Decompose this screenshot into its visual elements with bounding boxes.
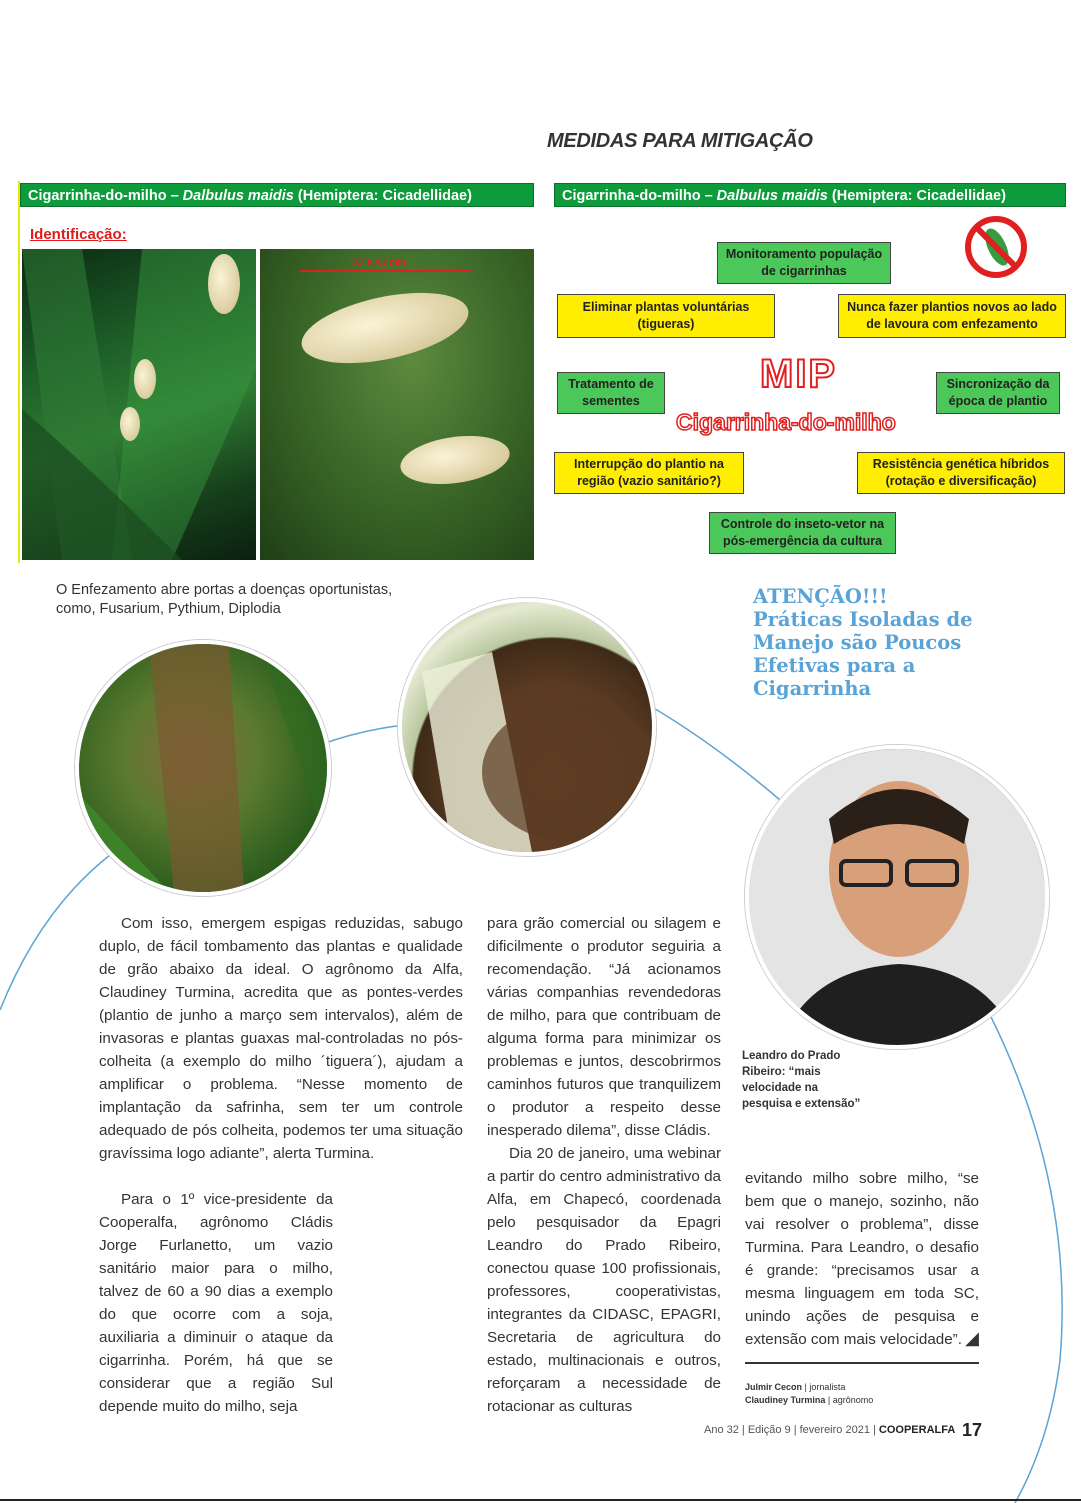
identification-label: Identificação: <box>30 226 127 243</box>
mip-title: MIP <box>760 352 838 396</box>
leafhopper-1 <box>208 254 240 314</box>
leafhopper-3 <box>120 407 140 441</box>
size-scale-line <box>300 270 472 272</box>
end-mark-icon: ◢ <box>965 1328 979 1348</box>
credit-role-2: | agrônomo <box>825 1395 874 1405</box>
attention-heading: ATENÇÃO!!! Práticas Isoladas de Manejo são Poucos Efetivas para a Cigarrinha <box>753 585 973 700</box>
diseased-stalk-photo <box>75 640 331 896</box>
footer-brand: COOPERALFA <box>878 1424 956 1436</box>
header-suffix: (Hemiptera: Cicadellidae) <box>827 188 1006 204</box>
article-paragraph-2: Para o 1º vice-presidente da Cooperalfa, agrônomo Cládis Jorge Furlanetto, um vazio sanitário maior para o milho, talvez de 60 a 90 dias a exemplo do que ocorre com a soja, auxiliaria a diminuir o ataque da cigarrinha. Porém, há que se considerar que a região Sul depende muito do milho, seja <box>99 1191 333 1415</box>
header-species: Dalbulus maidis <box>716 188 828 204</box>
leafhopper-nymph <box>397 430 512 491</box>
header-suffix: (Hemiptera: Cicadellidae) <box>293 188 472 204</box>
portrait-caption: Leandro do Prado Ribeiro: “mais velocidade na pesquisa e extensão” <box>742 1050 861 1110</box>
size-scale-label: 3,7 a 4,3 mm <box>352 257 406 267</box>
credit-author-1: Julmir Cecon <box>745 1382 803 1392</box>
article-column-2 <box>487 912 721 1418</box>
leandro-portrait-photo <box>745 745 1049 1049</box>
page-number: 17 <box>962 1420 983 1440</box>
leafhopper-on-leaf-photo <box>22 249 256 560</box>
page-footer <box>704 1424 955 1436</box>
leafhopper-closeup-photo <box>260 249 534 560</box>
credit-author-2: Claudiney Turmina <box>745 1395 826 1405</box>
rot-shapes <box>402 602 652 852</box>
header-prefix: Cigarrinha-do-milho – <box>28 188 183 204</box>
box-eliminar: Eliminar plantas voluntárias (tigueras) <box>557 294 775 338</box>
stalk-shapes <box>79 644 327 892</box>
article-paragraph-5-text: evitando milho sobre milho, “se bem que o manejo, sozinho, não vai resolver o problema”, disse Turmina. Para Leandro, o desafio é grande: “precisamos usar a mesma linguagem em toda SC, unindo ações de pesquisa e extensão com mais velocidade”. <box>745 1170 979 1348</box>
page-bottom-rule <box>0 1499 1081 1501</box>
leafhopper-adult <box>295 280 474 376</box>
box-sincronizacao: Sincronização da época de plantio <box>936 372 1060 414</box>
footer-info: Ano 32 | Edição 9 | fevereiro 2021 | <box>704 1424 879 1436</box>
header-prefix: Cigarrinha-do-milho – <box>562 188 717 204</box>
credits <box>745 1381 873 1407</box>
box-tratamento: Tratamento de sementes <box>557 372 665 414</box>
photo-caption-diseases: O Enfezamento abre portas a doenças oportunistas, como, Fusarium, Pythium, Diplodia <box>56 582 393 617</box>
credit-role-1: | jornalista <box>802 1382 846 1392</box>
leafhopper-2 <box>134 359 156 399</box>
right-panel-header <box>554 183 1066 207</box>
left-panel-header <box>20 183 534 207</box>
box-interrupcao: Interrupção do plantio na região (vazio sanitário?) <box>554 452 744 494</box>
credits-divider <box>745 1362 979 1364</box>
no-leafhopper-icon <box>953 215 1039 279</box>
mip-subtitle: Cigarrinha-do-milho <box>676 409 896 435</box>
box-nunca: Nunca fazer plantios novos ao lado de lavoura com enfezamento <box>838 294 1066 338</box>
stalk-rot-photo <box>398 598 656 856</box>
article-paragraph-3: para grão comercial ou silagem e dificilmente o produtor seguiria a recomendação. “Já acionamos várias companhias revendedoras de milho, para que contribuam de alguma forma para minimizar os problemas e juntos, descobrirmos caminhos futuros que tranquilizem o produtor a respeito desse inesperado dilema”, disse Cládis. <box>487 915 721 1139</box>
box-monitoramento: Monitoramento população de cigarrinhas <box>717 242 891 284</box>
article-paragraph-4: Dia 20 de janeiro, uma webinar a partir do centro administrativo da Alfa, em Chapecó, coordenada pelo pesquisador da Epagri Leandro do Prado Ribeiro, conectou quase 100 profissionais, professores, cooperativistas, integrantes da CIDASC, EPAGRI, Secretaria de agricultura do estado, multinacionais e outros, reforçaram a necessidade de rotacionar as culturas <box>487 1145 721 1415</box>
section-title: MEDIDAS PARA MITIGAÇÃO <box>547 130 813 152</box>
article-paragraph-1: Com isso, emergem espigas reduzidas, sabugo duplo, de fácil tombamento das plantas e qualidade de grão abaixo da ideal. O agrônomo da Alfa, Claudiney Turmina, acredita que as pontes-verdes (plantio de junho a março sem intervalos), além de invasoras e plantas guaxas mal-controladas no pós-colheita (a exemplo do milho ´tiguera´), ajudam a amplificar o problema. “Nesse momento de implantação da safrinha, sem ter um controle adequado de pós colheita, podemos ter uma situação gravíssima logo adiante”, alerta Turmina. <box>99 915 463 1162</box>
article-paragraph-5 <box>745 1167 979 1351</box>
box-resistencia: Resistência genética híbridos (rotação e diversificação) <box>857 452 1065 494</box>
box-controle: Controle do inseto-vetor na pós-emergência da cultura <box>709 512 896 554</box>
header-species: Dalbulus maidis <box>182 188 294 204</box>
portrait-shapes <box>749 749 1045 1045</box>
